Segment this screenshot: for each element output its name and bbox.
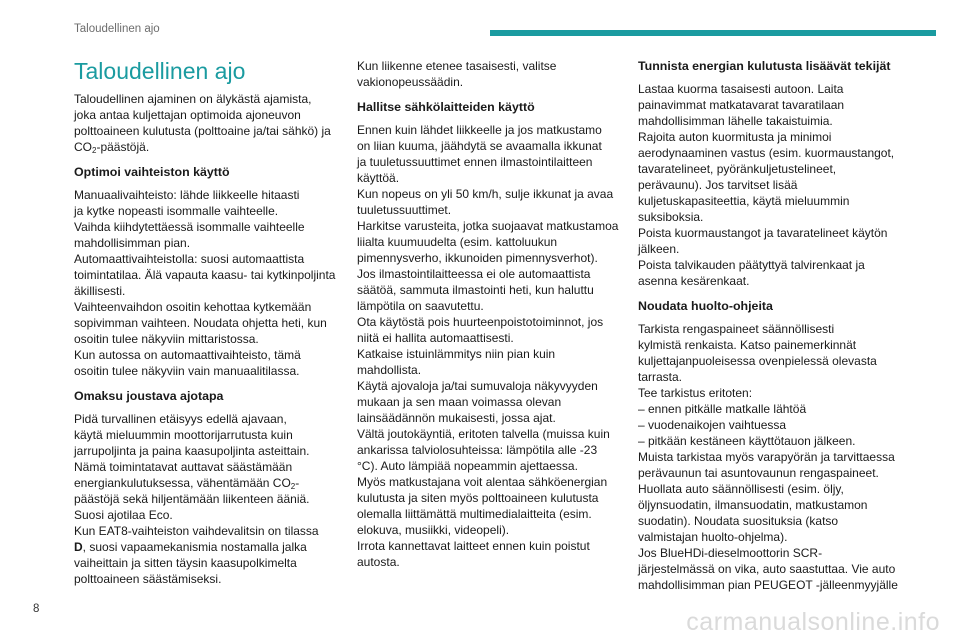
section-heading-driving-style: Omaksu joustava ajotapa bbox=[74, 389, 224, 403]
running-header: Taloudellinen ajo bbox=[74, 23, 160, 35]
page-title: Taloudellinen ajo bbox=[74, 58, 246, 84]
co2-subscript: 2 bbox=[92, 146, 97, 155]
intro-text: Taloudellinen ajaminen on älykästä ajamista, joka antaa kuljettajan optimoida ajoneuvon polttoaineen kulutusta (polttoaine ja/tai sähkö) ja CO bbox=[74, 92, 331, 154]
section-heading-electrical: Hallitse sähkölaitteiden käyttö bbox=[357, 100, 535, 114]
section-heading-energy-factors: Tunnista energian kulutusta lisäävät tekijät bbox=[638, 59, 891, 73]
driving-style-text-b: - päästöjä sekä hiljentämään liikenteen ääniä. Suosi ajotilaa Eco. Kun EAT8-vaihteiston vaihdevalitsin on tilassa bbox=[74, 476, 319, 538]
header-accent-bar bbox=[490, 30, 936, 36]
cruise-control-text: Kun liikenne etenee tasaisesti, valitse vakionopeussäädin. bbox=[357, 59, 557, 89]
driving-style-text-a: Pidä turvallinen etäisyys edellä ajavaan, käytä mieluummin moottorijarrutusta kuin jarrupoljinta ja paina kaasupoljinta asteittain. Nämä toimintatavat auttavat säästämään energiankulutuksessa, vähentämään CO bbox=[74, 412, 310, 490]
section-text-driving-style bbox=[74, 411, 346, 587]
driving-style-text-c: , suosi vapaamekanismia nostamalla jalka vaiheittain ja sitten täysin kaasupolkimelta polttoaineen säästämiseksi. bbox=[74, 540, 307, 586]
page-number: 8 bbox=[33, 603, 40, 615]
co2-subscript-2: 2 bbox=[290, 482, 296, 491]
gear-d-label: D bbox=[74, 540, 83, 554]
section-heading-maintenance: Noudata huolto-ohjeita bbox=[638, 299, 773, 313]
section-text-electrical: Ennen kuin lähdet liikkeelle ja jos matkustamo on liian kuuma, jäähdytä se avaamalla ikkunat ja tuuletussuuttimet ennen ilmastointilaitteen käyttöä. Kun nopeus on yli 50 km/h, sulje ikkunat ja avaa tuuletussuuttimet. Harkitse varusteita, jotka suojaavat matkustamoa liialta kuumuudelta (esim. kattoluukun pimennysverho, ikkunoiden pimennysverhot). Jos ilmastointilaitteessa ei ole automaattista säätöä, sammuta ilmastointi heti, kun haluttu lämpötila on saavutettu. Ota käytöstä pois huurteenpoistotoiminnot, jos niitä ei hallita automaattisesti. Katkaise istuinlämmitys niin pian kuin mahdollista. Käytä ajovaloja ja/tai sumuvaloja näkyvyyden mukaan ja sen maan voimassa olevan lainsäädännön mukaisesti, jossa ajat. Vältä joutokäyntiä, eritoten talvella (muissa kuin ankarissa talviolosuhteissa: lämpötila alle -23 °C). Auto lämpiää nopeammin ajettaessa. Myös matkustajana voit alentaa sähköenergian kulutusta ja siten myös polttoaineen kulutusta olemalla liittämättä multimedialaitteita (esim. elokuva, musiikki, videopeli). Irrota kannettavat laitteet ennen kuin poistut autosta. bbox=[357, 123, 619, 569]
column-2 bbox=[357, 58, 625, 570]
section-heading-gearbox: Optimoi vaihteiston käyttö bbox=[74, 165, 230, 179]
column-3 bbox=[638, 58, 923, 593]
section-text-gearbox: Manuaalivaihteisto: lähde liikkeelle hitaasti ja kytke nopeasti isommalle vaihteelle. Vaihda kiihdytettäessä isommalle vaihteelle mahdollisimman pian. Automaattivaihteistolla: suosi automaattista toimintatilaa. Älä vapauta kaasu- tai kytkinpoljinta äkillisesti. Vaihteenvaihdon osoitin kehottaa kytkemään sopivimman vaihteen. Noudata ohjetta heti, kun osoitin tulee näkyviin mittaristossa. Kun autossa on automaattivaihteisto, tämä osoitin tulee näkyviin vain manuaalitilassa. bbox=[74, 188, 336, 378]
column-1 bbox=[74, 58, 346, 587]
section-text-energy-factors: Lastaa kuorma tasaisesti autoon. Laita painavimmat matkatavarat tavaratilaan mahdollisimman lähelle takaistuimia. Rajoita auton kuormitusta ja minimoi aerodynaaminen vastus (esim. kuormaustangot, tavaratelineet, pyöränkuljetustelineet, perävaunu). Jos tarvitset lisää kuljetuskapasiteettia, käytä mieluummin suksiboksia. Poista kuormaustangot ja tavaratelineet käytön jälkeen. Poista talvikauden päätyttyä talvirenkaat ja asenna kesärenkaat. bbox=[638, 82, 895, 288]
watermark: carmanualsonline.info bbox=[686, 608, 940, 636]
intro-paragraph bbox=[74, 91, 346, 155]
section-text-maintenance: Tarkista rengaspaineet säännöllisesti kylmistä renkaista. Katso painemerkinnät kuljettajanpuoleisessa ovenpielessä olevasta tarrasta. Tee tarkistus eritoten: – ennen pitkälle matkalle lähtöä – vuodenaikojen vaihtuessa – pitkään kestäneen käyttötauon jälkeen. Muista tarkistaa myös varapyörän ja tarvittaessa perävaunun tai asuntovaunun rengaspaineet. Huollata auto säännöllisesti (esim. öljy, öljynsuodatin, ilmansuodatin, matkustamon suodatin). Noudata suosituksia (katso valmistajan huolto-ohjelma). Jos BlueHDi-dieselmoottorin SCR- järjestelmässä on vika, auto saastuttaa. Vie auto mahdollisimman pian PEUGEOT -jälleenmyyjälle bbox=[638, 322, 898, 592]
intro-text-end: -päästöjä. bbox=[96, 140, 150, 154]
